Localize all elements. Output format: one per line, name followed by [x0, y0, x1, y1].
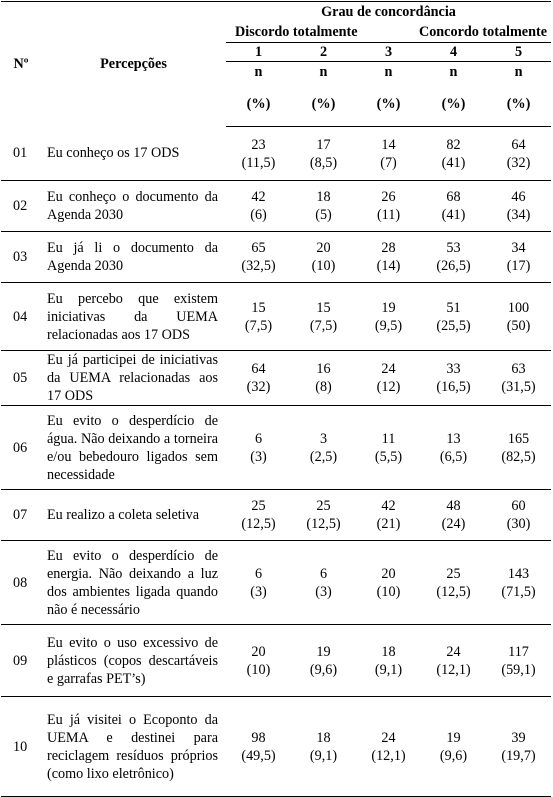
cell-level-4: [421, 127, 486, 181]
cell-percent: (41): [441, 154, 466, 171]
row-perception: Eu já li o documento da Agenda 2030: [41, 232, 226, 283]
row-perception: Eu evito o desperdício de água. Não deixando a torneira e/ou bebedouro ligados sem necessidade: [41, 406, 226, 490]
cell-count: 25: [316, 498, 331, 514]
n-label: n: [384, 64, 393, 80]
cell-count: 48: [446, 498, 461, 514]
cell-level-4: [421, 490, 486, 541]
cell-level-3: [356, 541, 421, 625]
cell-count: 34: [511, 240, 526, 256]
cell-level-5: [486, 127, 551, 181]
level-3: 3: [356, 43, 421, 62]
cell-level-5: [486, 541, 551, 625]
table-row: [1, 697, 551, 797]
cell-percent: (34): [506, 207, 531, 223]
cell-level-1: [226, 127, 291, 181]
row-perception: Eu já visitei o Ecoponto da UEMA e destinei para reciclagem resíduos próprios (como lixo eletrônico): [41, 697, 226, 797]
cell-level-2: [291, 181, 356, 232]
row-perception: Eu conheço os 17 ODS: [41, 127, 226, 181]
row-perception: Eu evito o desperdício de energia. Não deixando a luz dos ambientes ligada quando não é necessário: [41, 541, 226, 625]
n-label: n: [514, 64, 523, 80]
cell-level-4: [421, 283, 486, 351]
level-4: 4: [421, 43, 486, 62]
cell-count: 64: [251, 361, 266, 377]
cell-level-3: [356, 625, 421, 697]
cell-percent: (5): [315, 207, 332, 223]
n-label: n: [319, 64, 328, 80]
cell-percent: (9,6): [439, 747, 468, 764]
cell-count: 42: [251, 189, 266, 205]
cell-level-5: [486, 697, 551, 797]
cell-level-1: [226, 232, 291, 283]
cell-count: 20: [251, 643, 266, 660]
cell-percent: (5,5): [374, 448, 403, 465]
cell-level-4: [421, 541, 486, 625]
cell-level-4: [421, 625, 486, 697]
row-perception: Eu já participei de iniciativas da UEMA relacionadas aos 17 ODS: [41, 351, 226, 406]
cell-count: 26: [381, 189, 396, 205]
row-number: 10: [1, 697, 41, 797]
table-row: [1, 625, 551, 697]
n-label: n: [254, 64, 263, 80]
cell-level-2: [291, 232, 356, 283]
cell-count: 117: [508, 643, 529, 660]
cell-count: 63: [511, 361, 526, 377]
cell-level-2: [291, 625, 356, 697]
row-perception: Eu percebo que existem iniciativas da UEMA relacionadas aos 17 ODS: [41, 283, 226, 351]
cell-level-3: [356, 490, 421, 541]
cell-percent: (24): [441, 516, 466, 532]
cell-percent: (82,5): [501, 448, 536, 465]
cell-percent: (12,5): [306, 516, 341, 532]
cell-percent: (10): [376, 583, 401, 600]
cell-level-1: [226, 541, 291, 625]
cell-count: 3: [319, 430, 328, 447]
cell-level-5: [486, 490, 551, 541]
cell-percent: (12): [376, 379, 401, 395]
cell-count: 19: [316, 643, 331, 660]
table-row: [1, 283, 551, 351]
perceptions-table: [1, 1, 551, 797]
table-row: [1, 232, 551, 283]
table-body: [1, 127, 551, 797]
cell-percent: (31,5): [501, 379, 536, 395]
cell-percent: (10): [311, 258, 336, 274]
cell-level-4: [421, 181, 486, 232]
cell-level-2: [291, 127, 356, 181]
cell-count: 42: [381, 498, 396, 514]
cell-level-4: [421, 232, 486, 283]
cell-level-1: [226, 181, 291, 232]
scale-right-label: Concordo totalmente: [418, 24, 548, 40]
table-row: [1, 541, 551, 625]
cell-level-1: [226, 625, 291, 697]
cell-count: 24: [381, 729, 396, 746]
cell-level-2: [291, 351, 356, 406]
cell-count: 6: [254, 565, 263, 582]
table-row: [1, 127, 551, 181]
cell-percent: (32): [506, 154, 531, 171]
cell-percent: (9,5): [374, 317, 403, 334]
cell-count: 100: [507, 299, 530, 316]
cell-level-1: [226, 697, 291, 797]
cell-count: 24: [446, 643, 461, 660]
row-number: 06: [1, 406, 41, 490]
cell-percent: (71,5): [501, 583, 536, 600]
cell-level-4: [421, 697, 486, 797]
cell-level-5: [486, 283, 551, 351]
cell-percent: (19,7): [501, 747, 536, 764]
table-row: [1, 490, 551, 541]
pct-label: (%): [291, 82, 356, 127]
cell-count: 19: [381, 299, 396, 316]
cell-level-5: [486, 406, 551, 490]
row-perception: Eu realizo a coleta seletiva: [41, 490, 226, 541]
cell-level-1: [226, 351, 291, 406]
cell-level-3: [356, 232, 421, 283]
table-row: [1, 351, 551, 406]
cell-count: 17: [316, 136, 331, 153]
row-number: 03: [1, 232, 41, 283]
cell-level-2: [291, 490, 356, 541]
cell-count: 165: [507, 430, 530, 447]
cell-level-5: [486, 625, 551, 697]
cell-level-4: [421, 351, 486, 406]
cell-count: 60: [511, 498, 526, 514]
header-scale: [226, 22, 551, 43]
cell-percent: (41): [441, 207, 466, 223]
cell-level-3: [356, 406, 421, 490]
cell-count: 28: [381, 240, 396, 256]
cell-percent: (16,5): [436, 379, 471, 395]
row-number: 05: [1, 351, 41, 406]
cell-count: 18: [381, 643, 396, 660]
cell-percent: (3): [315, 583, 332, 600]
row-number: 08: [1, 541, 41, 625]
row-number: 04: [1, 283, 41, 351]
cell-percent: (8,5): [309, 154, 338, 171]
cell-count: 15: [251, 299, 266, 316]
cell-count: 18: [316, 189, 331, 205]
pct-label: (%): [421, 82, 486, 127]
cell-percent: (3): [250, 448, 267, 465]
cell-level-3: [356, 283, 421, 351]
cell-percent: (9,1): [374, 661, 403, 678]
cell-percent: (3): [250, 583, 267, 600]
pct-label: (%): [226, 82, 291, 127]
cell-percent: (49,5): [241, 747, 276, 764]
cell-percent: (12,5): [436, 583, 471, 600]
cell-count: 11: [381, 430, 396, 447]
cell-percent: (12,1): [371, 747, 406, 764]
cell-level-1: [226, 406, 291, 490]
cell-level-3: [356, 697, 421, 797]
cell-level-4: [421, 406, 486, 490]
cell-percent: (6): [250, 207, 267, 223]
scale-left-label: Discordo totalmente: [235, 24, 358, 40]
row-perception: Eu conheço o documento da Agenda 2030: [41, 181, 226, 232]
cell-count: 82: [446, 136, 461, 153]
cell-percent: (9,1): [309, 747, 338, 764]
cell-level-5: [486, 351, 551, 406]
cell-count: 19: [446, 729, 461, 746]
cell-percent: (17): [506, 258, 531, 274]
cell-percent: (30): [506, 516, 531, 532]
cell-percent: (6,5): [439, 448, 468, 465]
cell-count: 98: [251, 729, 266, 746]
cell-percent: (2,5): [309, 448, 338, 465]
cell-level-5: [486, 181, 551, 232]
cell-percent: (32): [246, 379, 271, 395]
cell-level-2: [291, 406, 356, 490]
cell-count: 25: [446, 565, 461, 582]
cell-count: 14: [381, 136, 396, 153]
cell-percent: (7,5): [309, 317, 338, 334]
cell-count: 64: [511, 136, 526, 153]
header-agreement-degree: Grau de concordância: [226, 2, 551, 23]
row-number: 01: [1, 127, 41, 181]
row-number: 02: [1, 181, 41, 232]
row-number: 07: [1, 490, 41, 541]
cell-level-1: [226, 490, 291, 541]
cell-percent: (7): [380, 154, 397, 171]
cell-count: 6: [319, 565, 328, 582]
cell-count: 46: [511, 189, 526, 205]
cell-count: 20: [316, 240, 331, 256]
table-row: [1, 181, 551, 232]
cell-count: 20: [381, 565, 396, 582]
cell-percent: (10): [246, 661, 271, 678]
cell-percent: (25,5): [436, 317, 471, 334]
cell-count: 33: [446, 361, 461, 377]
row-number: 09: [1, 625, 41, 697]
header-number: Nº: [1, 2, 41, 127]
cell-percent: (11,5): [241, 154, 276, 171]
cell-level-1: [226, 283, 291, 351]
cell-count: 18: [316, 729, 331, 746]
cell-percent: (7,5): [244, 317, 273, 334]
header-perceptions: Percepções: [41, 2, 226, 127]
cell-count: 65: [251, 240, 266, 256]
row-perception: Eu evito o uso excessivo de plásticos (copos descartáveis e garrafas PET’s): [41, 625, 226, 697]
cell-count: 143: [507, 565, 530, 582]
cell-level-3: [356, 181, 421, 232]
cell-level-3: [356, 351, 421, 406]
cell-count: 23: [251, 136, 266, 153]
n-label: n: [449, 64, 458, 80]
table-row: [1, 406, 551, 490]
cell-level-2: [291, 541, 356, 625]
cell-percent: (14): [376, 258, 401, 274]
level-1: 1: [226, 43, 291, 62]
pct-label: (%): [486, 82, 551, 127]
cell-percent: (8): [315, 379, 332, 395]
cell-percent: (9,6): [309, 661, 338, 678]
cell-percent: (12,5): [241, 516, 276, 532]
cell-count: 53: [446, 240, 461, 256]
cell-level-2: [291, 697, 356, 797]
cell-level-3: [356, 127, 421, 181]
cell-count: 25: [251, 498, 266, 514]
cell-percent: (21): [376, 516, 401, 532]
cell-percent: (32,5): [241, 258, 276, 274]
cell-percent: (59,1): [501, 661, 536, 678]
cell-count: 39: [511, 729, 526, 746]
level-2: 2: [291, 43, 356, 62]
cell-count: 13: [446, 430, 461, 447]
cell-percent: (12,1): [436, 661, 471, 678]
cell-count: 6: [254, 430, 263, 447]
pct-label: (%): [356, 82, 421, 127]
cell-level-5: [486, 232, 551, 283]
cell-count: 15: [316, 299, 331, 316]
cell-percent: (11): [376, 207, 401, 223]
cell-count: 24: [381, 361, 396, 377]
cell-count: 51: [446, 299, 461, 316]
cell-level-2: [291, 283, 356, 351]
cell-count: 16: [316, 361, 331, 377]
cell-percent: (50): [506, 317, 531, 334]
level-5: 5: [486, 43, 551, 62]
cell-count: 68: [446, 189, 461, 205]
cell-percent: (26,5): [436, 258, 471, 274]
